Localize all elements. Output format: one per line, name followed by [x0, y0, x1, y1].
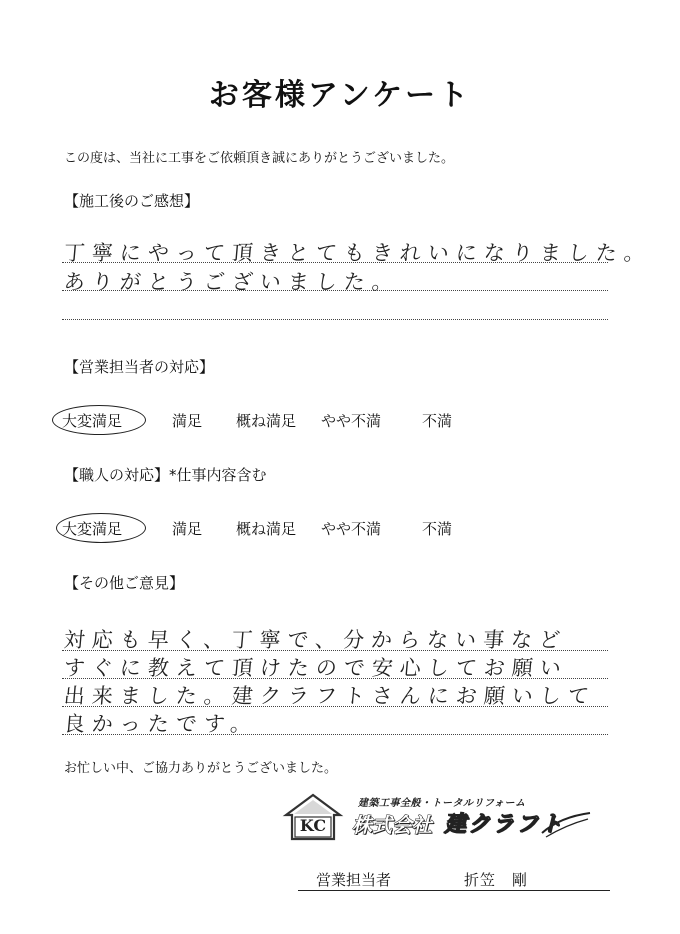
sales-heading: 【営業担当者の対応】	[64, 358, 215, 376]
intro-text: この度は、当社に工事をご依頼頂き誠にありがとうございました。	[64, 151, 455, 166]
staff-name: 折笠 剛	[464, 871, 529, 889]
handwritten-answer-line: 出来ました。建クラフトさんにお願いして	[62, 684, 597, 708]
answer-line	[62, 319, 608, 320]
other-heading: 【その他ご意見】	[64, 574, 185, 592]
option-dissatisfied: 不満	[422, 520, 453, 538]
option-somewhat-dissatisfied: やや不満	[321, 412, 382, 430]
impression-heading: 【施工後のご感想】	[64, 192, 200, 210]
handwritten-answer-line: ありがとうございました。	[62, 270, 401, 294]
option-mostly-satisfied: 概ね満足	[236, 412, 297, 430]
option-very-satisfied: 大変満足	[62, 412, 123, 430]
signature-line	[298, 890, 610, 891]
handwritten-answer-line: 対応も早く、丁寧で、分からない事など	[62, 628, 569, 652]
logo-mark-text: KC	[299, 816, 327, 835]
option-somewhat-dissatisfied: やや不満	[321, 520, 382, 538]
option-satisfied: 満足	[172, 412, 203, 430]
logo-company-name: 建クラフト	[444, 812, 565, 837]
option-very-satisfied: 大変満足	[62, 520, 123, 538]
swoosh-icon	[540, 811, 592, 839]
staff-label: 営業担当者	[316, 871, 392, 889]
company-logo	[282, 793, 592, 843]
logo-company-prefix: 株式会社	[352, 813, 432, 837]
closing-text: お忙しい中、ご協力ありがとうございました。	[64, 761, 338, 776]
handwritten-answer-line: すぐに教えて頂けたので安心してお願い	[62, 656, 569, 680]
option-dissatisfied: 不満	[422, 412, 453, 430]
logo-tagline: 建築工事全般・トータルリフォーム	[358, 798, 526, 809]
page-title: お客様アンケート	[208, 78, 472, 113]
craftsman-heading: 【職人の対応】*仕事内容含む	[64, 466, 267, 484]
option-mostly-satisfied: 概ね満足	[236, 520, 297, 538]
handwritten-answer-line: 良かったです。	[62, 712, 260, 736]
option-satisfied: 満足	[172, 520, 203, 538]
handwritten-answer-line: 丁寧にやって頂きとてもきれいになりました。	[62, 241, 653, 265]
